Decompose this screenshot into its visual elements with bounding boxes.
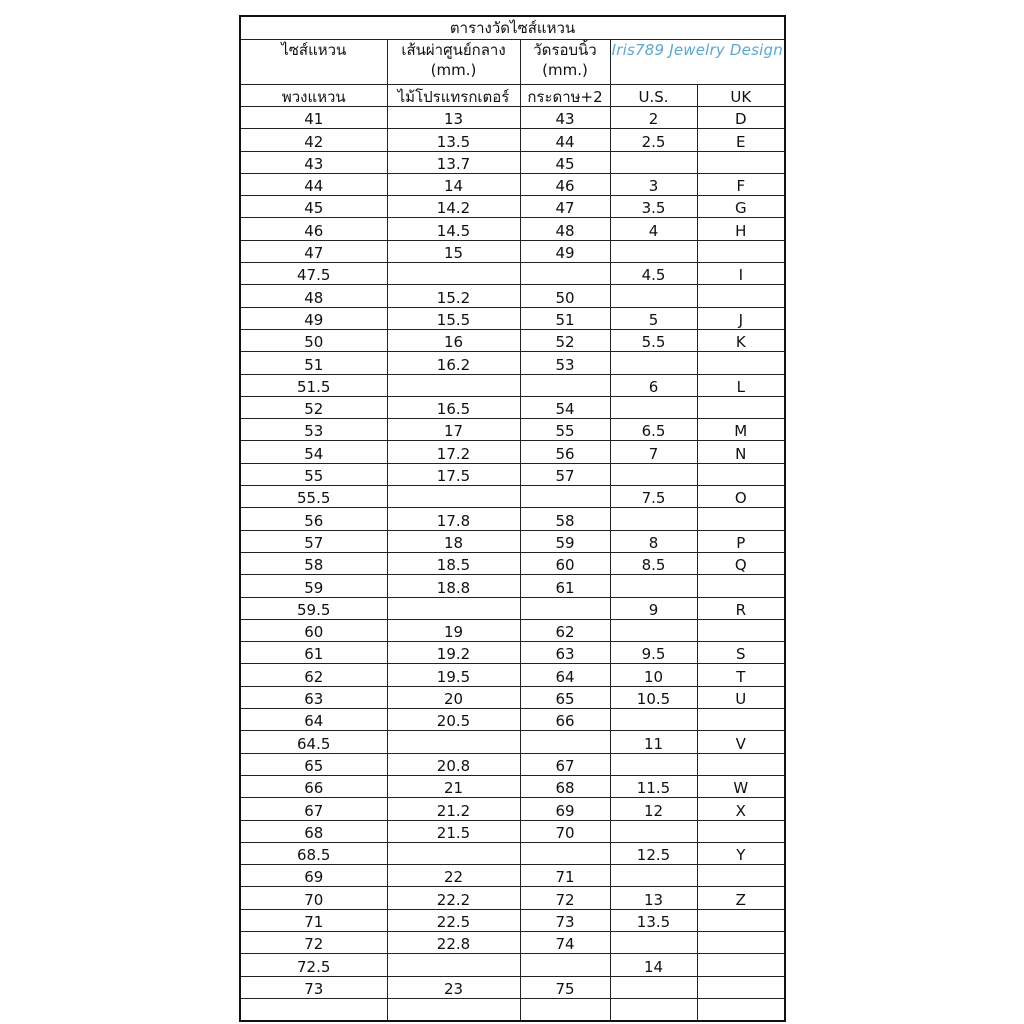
subheader-us: U.S.	[610, 85, 697, 107]
cell-ring-size: 72	[240, 931, 387, 953]
cell-us-size	[610, 976, 697, 998]
cell-uk-size	[697, 820, 785, 842]
table-row	[240, 798, 785, 820]
cell-uk-size: J	[697, 307, 785, 329]
table-row	[240, 352, 785, 374]
header-diameter	[387, 40, 520, 85]
cell-circumference: 56	[520, 441, 610, 463]
table-row	[240, 820, 785, 842]
cell-circumference: 70	[520, 820, 610, 842]
cell-us-size: 6	[610, 374, 697, 396]
cell-diameter: 13.7	[387, 151, 520, 173]
cell-uk-size: Y	[697, 842, 785, 864]
cell-circumference: 57	[520, 463, 610, 485]
cell-circumference: 68	[520, 775, 610, 797]
cell-ring-size: 64	[240, 709, 387, 731]
cell-uk-size	[697, 508, 785, 530]
cell-uk-size	[697, 285, 785, 307]
header-row	[240, 40, 785, 85]
cell-circumference	[520, 731, 610, 753]
cell-us-size: 7.5	[610, 486, 697, 508]
cell-diameter	[387, 842, 520, 864]
cell-ring-size: 66	[240, 775, 387, 797]
cell-us-size	[610, 709, 697, 731]
cell-uk-size	[697, 909, 785, 931]
cell-diameter: 16.2	[387, 352, 520, 374]
cell-uk-size	[697, 575, 785, 597]
cell-ring-size: 56	[240, 508, 387, 530]
cell-us-size: 10.5	[610, 686, 697, 708]
cell-circumference: 52	[520, 329, 610, 351]
cell-diameter: 14.2	[387, 196, 520, 218]
cell-us-size	[610, 240, 697, 262]
table-row	[240, 196, 785, 218]
cell-ring-size: 65	[240, 753, 387, 775]
cell-circumference: 62	[520, 619, 610, 641]
cell-ring-size: 51.5	[240, 374, 387, 396]
table-row	[240, 419, 785, 441]
cell-diameter: 18	[387, 530, 520, 552]
table-row	[240, 263, 785, 285]
cell-circumference: 60	[520, 552, 610, 574]
subheader-ring-gauge: พวงแหวน	[240, 85, 387, 107]
cell-us-size: 13.5	[610, 909, 697, 931]
cell-diameter	[387, 374, 520, 396]
table-row	[240, 552, 785, 574]
cell-ring-size: 50	[240, 329, 387, 351]
cell-circumference: 50	[520, 285, 610, 307]
cell-uk-size	[697, 396, 785, 418]
cell-ring-size: 45	[240, 196, 387, 218]
cell-ring-size: 42	[240, 129, 387, 151]
cell-diameter: 15.2	[387, 285, 520, 307]
cell-diameter: 16.5	[387, 396, 520, 418]
table-row	[240, 597, 785, 619]
cell-circumference	[520, 842, 610, 864]
cell-diameter: 19	[387, 619, 520, 641]
cell-us-size: 6.5	[610, 419, 697, 441]
cell-ring-size: 71	[240, 909, 387, 931]
table-row	[240, 619, 785, 641]
table-row	[240, 240, 785, 262]
header-circumference-unit: (mm.)	[542, 61, 588, 79]
cell-circumference: 45	[520, 151, 610, 173]
cell-circumference: 71	[520, 865, 610, 887]
cell-circumference	[520, 954, 610, 976]
cell-ring-size: 41	[240, 107, 387, 129]
cell-us-size: 14	[610, 954, 697, 976]
cell-circumference: 51	[520, 307, 610, 329]
cell-diameter: 21.2	[387, 798, 520, 820]
subheader-uk: UK	[697, 85, 785, 107]
cell-diameter: 14	[387, 173, 520, 195]
cell-uk-size	[697, 709, 785, 731]
cell-diameter: 13.5	[387, 129, 520, 151]
brand-watermark: Iris789 Jewelry Design	[610, 40, 785, 85]
cell-us-size: 11	[610, 731, 697, 753]
cell-ring-size: 55	[240, 463, 387, 485]
cell-ring-size: 49	[240, 307, 387, 329]
cell-circumference: 44	[520, 129, 610, 151]
cell-ring-size: 61	[240, 642, 387, 664]
cell-us-size: 5.5	[610, 329, 697, 351]
cell-circumference: 48	[520, 218, 610, 240]
cell-us-size	[610, 575, 697, 597]
cell-diameter: 17.5	[387, 463, 520, 485]
cell-uk-size	[697, 352, 785, 374]
cell-ring-size: 54	[240, 441, 387, 463]
cell-us-size: 11.5	[610, 775, 697, 797]
table-title: ตารางวัดไซส์แหวน	[240, 16, 785, 40]
cell-ring-size: 70	[240, 887, 387, 909]
cell-ring-size: 57	[240, 530, 387, 552]
cell-diameter: 15.5	[387, 307, 520, 329]
cell-ring-size: 60	[240, 619, 387, 641]
cell-diameter: 20	[387, 686, 520, 708]
cell-us-size: 3	[610, 173, 697, 195]
table-row	[240, 865, 785, 887]
cell-diameter: 22.5	[387, 909, 520, 931]
cell-circumference	[520, 597, 610, 619]
header-ring-size	[240, 40, 387, 85]
cell-uk-size: E	[697, 129, 785, 151]
cell-ring-size: 53	[240, 419, 387, 441]
table-row	[240, 775, 785, 797]
cell-diameter: 13	[387, 107, 520, 129]
cell-uk-size: F	[697, 173, 785, 195]
cell-uk-size: Z	[697, 887, 785, 909]
cell-ring-size: 59	[240, 575, 387, 597]
cell-us-size	[610, 151, 697, 173]
table-row	[240, 686, 785, 708]
table-row	[240, 329, 785, 351]
table-row	[240, 396, 785, 418]
table-row	[240, 731, 785, 753]
table-row	[240, 753, 785, 775]
cell-ring-size: 48	[240, 285, 387, 307]
table-row	[240, 129, 785, 151]
cell-circumference: 66	[520, 709, 610, 731]
cell-diameter: 22.8	[387, 931, 520, 953]
cell-uk-size: P	[697, 530, 785, 552]
cell-uk-size	[697, 151, 785, 173]
cell-circumference: 69	[520, 798, 610, 820]
cell-us-size: 2	[610, 107, 697, 129]
cell-diameter: 18.8	[387, 575, 520, 597]
cell-ring-size: 73	[240, 976, 387, 998]
cell-circumference	[520, 998, 610, 1021]
cell-uk-size	[697, 753, 785, 775]
cell-uk-size: R	[697, 597, 785, 619]
header-circumference-label: วัดรอบนิ้ว	[533, 41, 597, 59]
table-row	[240, 909, 785, 931]
cell-ring-size: 68.5	[240, 842, 387, 864]
cell-circumference: 63	[520, 642, 610, 664]
cell-us-size: 5	[610, 307, 697, 329]
cell-uk-size: S	[697, 642, 785, 664]
cell-us-size: 12	[610, 798, 697, 820]
table-row	[240, 107, 785, 129]
table-row	[240, 218, 785, 240]
cell-circumference: 43	[520, 107, 610, 129]
cell-diameter	[387, 731, 520, 753]
cell-us-size: 12.5	[610, 842, 697, 864]
ring-size-table	[239, 15, 786, 1022]
cell-uk-size: M	[697, 419, 785, 441]
cell-us-size	[610, 931, 697, 953]
cell-circumference: 67	[520, 753, 610, 775]
cell-ring-size: 62	[240, 664, 387, 686]
table-row	[240, 954, 785, 976]
cell-uk-size	[697, 463, 785, 485]
cell-ring-size: 63	[240, 686, 387, 708]
header-diameter-label: เส้นผ่าศูนย์กลาง	[401, 41, 506, 59]
table-row	[240, 463, 785, 485]
table-row	[240, 709, 785, 731]
cell-diameter: 21.5	[387, 820, 520, 842]
cell-diameter	[387, 998, 520, 1021]
cell-ring-size: 44	[240, 173, 387, 195]
table-row	[240, 530, 785, 552]
cell-diameter: 15	[387, 240, 520, 262]
cell-circumference	[520, 486, 610, 508]
cell-diameter	[387, 597, 520, 619]
cell-circumference: 75	[520, 976, 610, 998]
cell-ring-size: 68	[240, 820, 387, 842]
cell-us-size	[610, 820, 697, 842]
table-row	[240, 374, 785, 396]
cell-us-size: 10	[610, 664, 697, 686]
cell-diameter: 18.5	[387, 552, 520, 574]
cell-diameter: 16	[387, 329, 520, 351]
cell-us-size: 9.5	[610, 642, 697, 664]
cell-uk-size: G	[697, 196, 785, 218]
table-row	[240, 285, 785, 307]
cell-uk-size: T	[697, 664, 785, 686]
cell-uk-size: I	[697, 263, 785, 285]
cell-us-size: 4	[610, 218, 697, 240]
subheader-protractor: ไม้โปรแทรกเตอร์	[387, 85, 520, 107]
cell-diameter: 14.5	[387, 218, 520, 240]
cell-ring-size: 51	[240, 352, 387, 374]
cell-circumference	[520, 263, 610, 285]
cell-uk-size: V	[697, 731, 785, 753]
table-row	[240, 998, 785, 1021]
cell-ring-size: 46	[240, 218, 387, 240]
cell-uk-size	[697, 976, 785, 998]
cell-uk-size: D	[697, 107, 785, 129]
cell-diameter: 20.8	[387, 753, 520, 775]
cell-diameter: 19.5	[387, 664, 520, 686]
header-ring-size-label: ไซส์แหวน	[281, 41, 347, 59]
cell-circumference: 59	[520, 530, 610, 552]
cell-uk-size: X	[697, 798, 785, 820]
table-row	[240, 441, 785, 463]
cell-ring-size: 47	[240, 240, 387, 262]
table-row	[240, 664, 785, 686]
cell-us-size: 2.5	[610, 129, 697, 151]
cell-uk-size: W	[697, 775, 785, 797]
table-row	[240, 931, 785, 953]
cell-us-size: 4.5	[610, 263, 697, 285]
table-row	[240, 976, 785, 998]
cell-diameter	[387, 486, 520, 508]
cell-ring-size: 58	[240, 552, 387, 574]
title-row	[240, 16, 785, 40]
cell-us-size: 8	[610, 530, 697, 552]
cell-us-size	[610, 998, 697, 1021]
cell-ring-size: 59.5	[240, 597, 387, 619]
cell-circumference: 54	[520, 396, 610, 418]
cell-ring-size: 67	[240, 798, 387, 820]
table-row	[240, 887, 785, 909]
cell-uk-size: K	[697, 329, 785, 351]
cell-us-size: 8.5	[610, 552, 697, 574]
cell-diameter	[387, 954, 520, 976]
cell-us-size	[610, 619, 697, 641]
cell-ring-size: 52	[240, 396, 387, 418]
cell-ring-size: 47.5	[240, 263, 387, 285]
cell-us-size	[610, 396, 697, 418]
cell-uk-size	[697, 954, 785, 976]
cell-uk-size: Q	[697, 552, 785, 574]
header-circumference	[520, 40, 610, 85]
cell-uk-size	[697, 619, 785, 641]
cell-circumference: 53	[520, 352, 610, 374]
cell-circumference: 49	[520, 240, 610, 262]
cell-us-size: 9	[610, 597, 697, 619]
cell-uk-size: U	[697, 686, 785, 708]
header-diameter-unit: (mm.)	[430, 61, 477, 79]
cell-us-size	[610, 753, 697, 775]
cell-uk-size	[697, 998, 785, 1021]
cell-ring-size: 55.5	[240, 486, 387, 508]
cell-us-size	[610, 352, 697, 374]
cell-us-size	[610, 463, 697, 485]
cell-diameter: 19.2	[387, 642, 520, 664]
table-row	[240, 642, 785, 664]
cell-circumference	[520, 374, 610, 396]
cell-ring-size	[240, 998, 387, 1021]
cell-uk-size	[697, 931, 785, 953]
cell-ring-size: 43	[240, 151, 387, 173]
table-row	[240, 842, 785, 864]
cell-ring-size: 72.5	[240, 954, 387, 976]
table-row	[240, 307, 785, 329]
cell-uk-size	[697, 865, 785, 887]
cell-ring-size: 69	[240, 865, 387, 887]
cell-us-size: 13	[610, 887, 697, 909]
table-row	[240, 575, 785, 597]
cell-circumference: 55	[520, 419, 610, 441]
cell-diameter: 17.8	[387, 508, 520, 530]
table-row	[240, 173, 785, 195]
cell-diameter: 23	[387, 976, 520, 998]
subheader-row	[240, 85, 785, 107]
cell-circumference: 65	[520, 686, 610, 708]
cell-uk-size: O	[697, 486, 785, 508]
table-row	[240, 508, 785, 530]
cell-diameter: 17	[387, 419, 520, 441]
cell-us-size	[610, 508, 697, 530]
cell-circumference: 74	[520, 931, 610, 953]
cell-diameter	[387, 263, 520, 285]
cell-us-size: 3.5	[610, 196, 697, 218]
cell-circumference: 46	[520, 173, 610, 195]
cell-circumference: 64	[520, 664, 610, 686]
table-row	[240, 486, 785, 508]
cell-diameter: 20.5	[387, 709, 520, 731]
cell-us-size	[610, 865, 697, 887]
table-row	[240, 151, 785, 173]
cell-diameter: 22.2	[387, 887, 520, 909]
cell-circumference: 58	[520, 508, 610, 530]
cell-uk-size: L	[697, 374, 785, 396]
cell-diameter: 17.2	[387, 441, 520, 463]
cell-circumference: 72	[520, 887, 610, 909]
cell-uk-size: H	[697, 218, 785, 240]
cell-us-size: 7	[610, 441, 697, 463]
cell-circumference: 73	[520, 909, 610, 931]
cell-diameter: 21	[387, 775, 520, 797]
subheader-paper: กระดาษ+2	[520, 85, 610, 107]
cell-circumference: 61	[520, 575, 610, 597]
cell-uk-size	[697, 240, 785, 262]
cell-us-size	[610, 285, 697, 307]
cell-circumference: 47	[520, 196, 610, 218]
cell-diameter: 22	[387, 865, 520, 887]
cell-ring-size: 64.5	[240, 731, 387, 753]
cell-uk-size: N	[697, 441, 785, 463]
